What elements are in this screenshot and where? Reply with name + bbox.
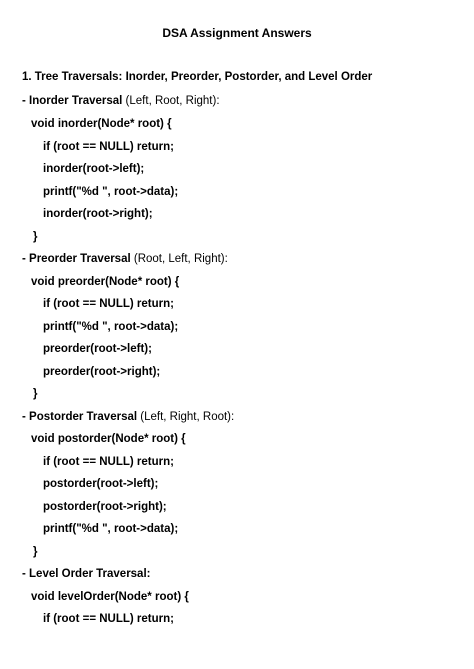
code-line: printf("%d ", root->data);: [43, 523, 179, 535]
levelorder-heading: - Level Order Traversal:: [22, 568, 151, 580]
inorder-heading: [22, 93, 220, 109]
code-line: preorder(root->right);: [43, 366, 161, 378]
preorder-heading-bold: - Preorder Traversal: [22, 253, 131, 265]
code-line: void levelOrder(Node* root) {: [31, 591, 189, 603]
code-line: printf("%d ", root->data);: [43, 186, 179, 198]
postorder-heading-bold: - Postorder Traversal: [22, 411, 138, 423]
inorder-heading-rest: (Left, Root, Right):: [122, 95, 220, 107]
preorder-heading-rest: (Root, Left, Right):: [130, 253, 228, 265]
code-line: }: [33, 388, 38, 400]
code-line: void postorder(Node* root) {: [31, 433, 186, 445]
code-line: inorder(root->left);: [43, 163, 145, 175]
code-line: if (root == NULL) return;: [43, 456, 174, 468]
inorder-heading-bold: - Inorder Traversal: [22, 95, 123, 107]
document-title: DSA Assignment Answers: [162, 26, 312, 40]
postorder-heading-rest: (Left, Right, Root):: [137, 411, 235, 423]
code-line: }: [33, 231, 38, 243]
code-line: if (root == NULL) return;: [43, 613, 174, 625]
code-line: preorder(root->left);: [43, 343, 152, 355]
code-line: inorder(root->right);: [43, 208, 153, 220]
code-line: postorder(root->left);: [43, 478, 159, 490]
code-line: void inorder(Node* root) {: [31, 118, 172, 130]
code-line: postorder(root->right);: [43, 501, 167, 513]
preorder-heading: [22, 251, 228, 267]
code-line: }: [33, 546, 38, 558]
postorder-heading: [22, 409, 234, 425]
code-line: if (root == NULL) return;: [43, 141, 174, 153]
section-heading-tree-traversals: 1. Tree Traversals: Inorder, Preorder, Postorder, and Level Order: [22, 71, 373, 83]
code-line: printf("%d ", root->data);: [43, 321, 179, 333]
code-line: void preorder(Node* root) {: [31, 276, 180, 288]
code-line: if (root == NULL) return;: [43, 298, 174, 310]
